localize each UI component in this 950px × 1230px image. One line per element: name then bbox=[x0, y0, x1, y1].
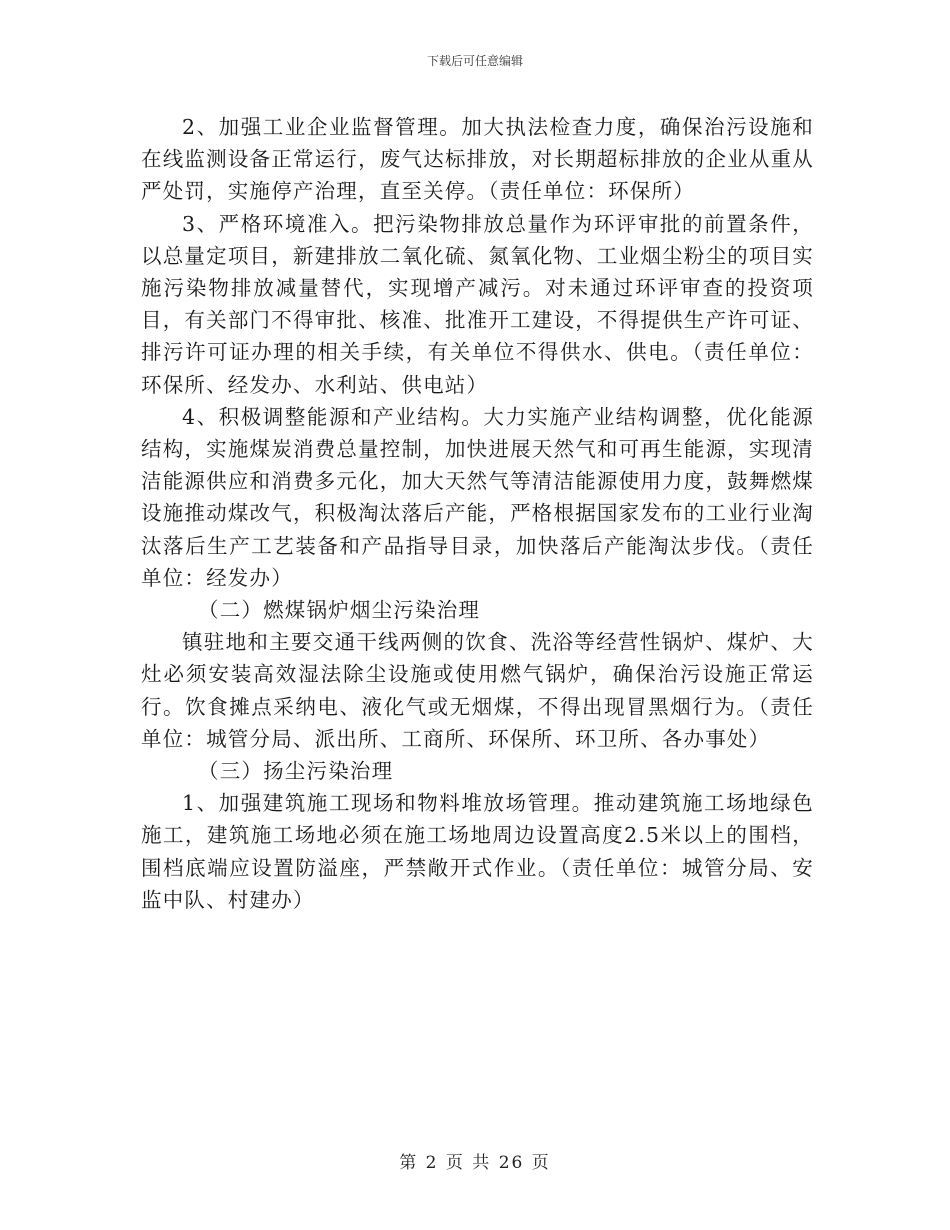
page-header: 下载后可任意编辑 bbox=[426, 54, 523, 68]
paragraph-industrial-supervision: 2、加强工业企业监督管理。加大执法检查力度，确保治污设施和在线监测设备正常运行，废气达标排放，对长期超标排放的企业从重从严处罚，实施停产治理，直至关停。（责任单位：环保所） bbox=[141, 115, 814, 204]
paragraph-energy-structure: 4、积极调整能源和产业结构。大力实施产业结构调整，优化能源结构，实施煤炭消费总量控制，加快进展天然气和可再生能源，实现清洁能源供应和消费多元化，加大天然气等清洁能源使用力度，鼓舞燃煤设施推动煤改气，积极淘汰落后产能，严格根据国家发布的工业行业淘汰落后生产工艺装备和产品指导目录，加快落后产能淘汰步伐。（责任单位：经发办） bbox=[141, 404, 814, 590]
page-footer: 第 2 页 共 26 页 bbox=[399, 1153, 551, 1173]
paragraph-coal-boiler: 镇驻地和主要交通干线两侧的饮食、洗浴等经营性锅炉、煤炉、大灶必须安装高效湿法除尘设施或使用燃气锅炉，确保治污设施正常运行。饮食摊点采纳电、液化气或无烟煤，不得出现冒黑烟行为。（责任单位：城管分局、派出所、工商所、环保所、环卫所、各办事处） bbox=[141, 630, 814, 751]
section-heading-coal-boiler: （二）燃煤锅炉烟尘污染治理 bbox=[198, 598, 481, 623]
document-body bbox=[141, 111, 814, 916]
paragraph-environmental-access: 3、严格环境准入。把污染物排放总量作为环评审批的前置条件，以总量定项目，新建排放二氧化硫、氮氧化物、工业烟尘粉尘的项目实施污染物排放减量替代，实现增产减污。对未通过环评审查的投资项目，有关部门不得审批、核准、批准开工建设，不得提供生产许可证、排污许可证办理的相关手续，有关单位不得供水、供电。（责任单位：环保所、经发办、水利站、供电站） bbox=[141, 211, 814, 397]
paragraph-construction-site: 1、加强建筑施工现场和物料堆放场管理。推动建筑施工场地绿色施工，建筑施工场地必须在施工场地周边设置高度2.5米以上的围档，围档底端应设置防溢座，严禁敞开式作业。（责任单位：城管分局、安监中队、村建办） bbox=[141, 791, 814, 912]
section-heading-dust: （三）扬尘污染治理 bbox=[198, 759, 394, 784]
